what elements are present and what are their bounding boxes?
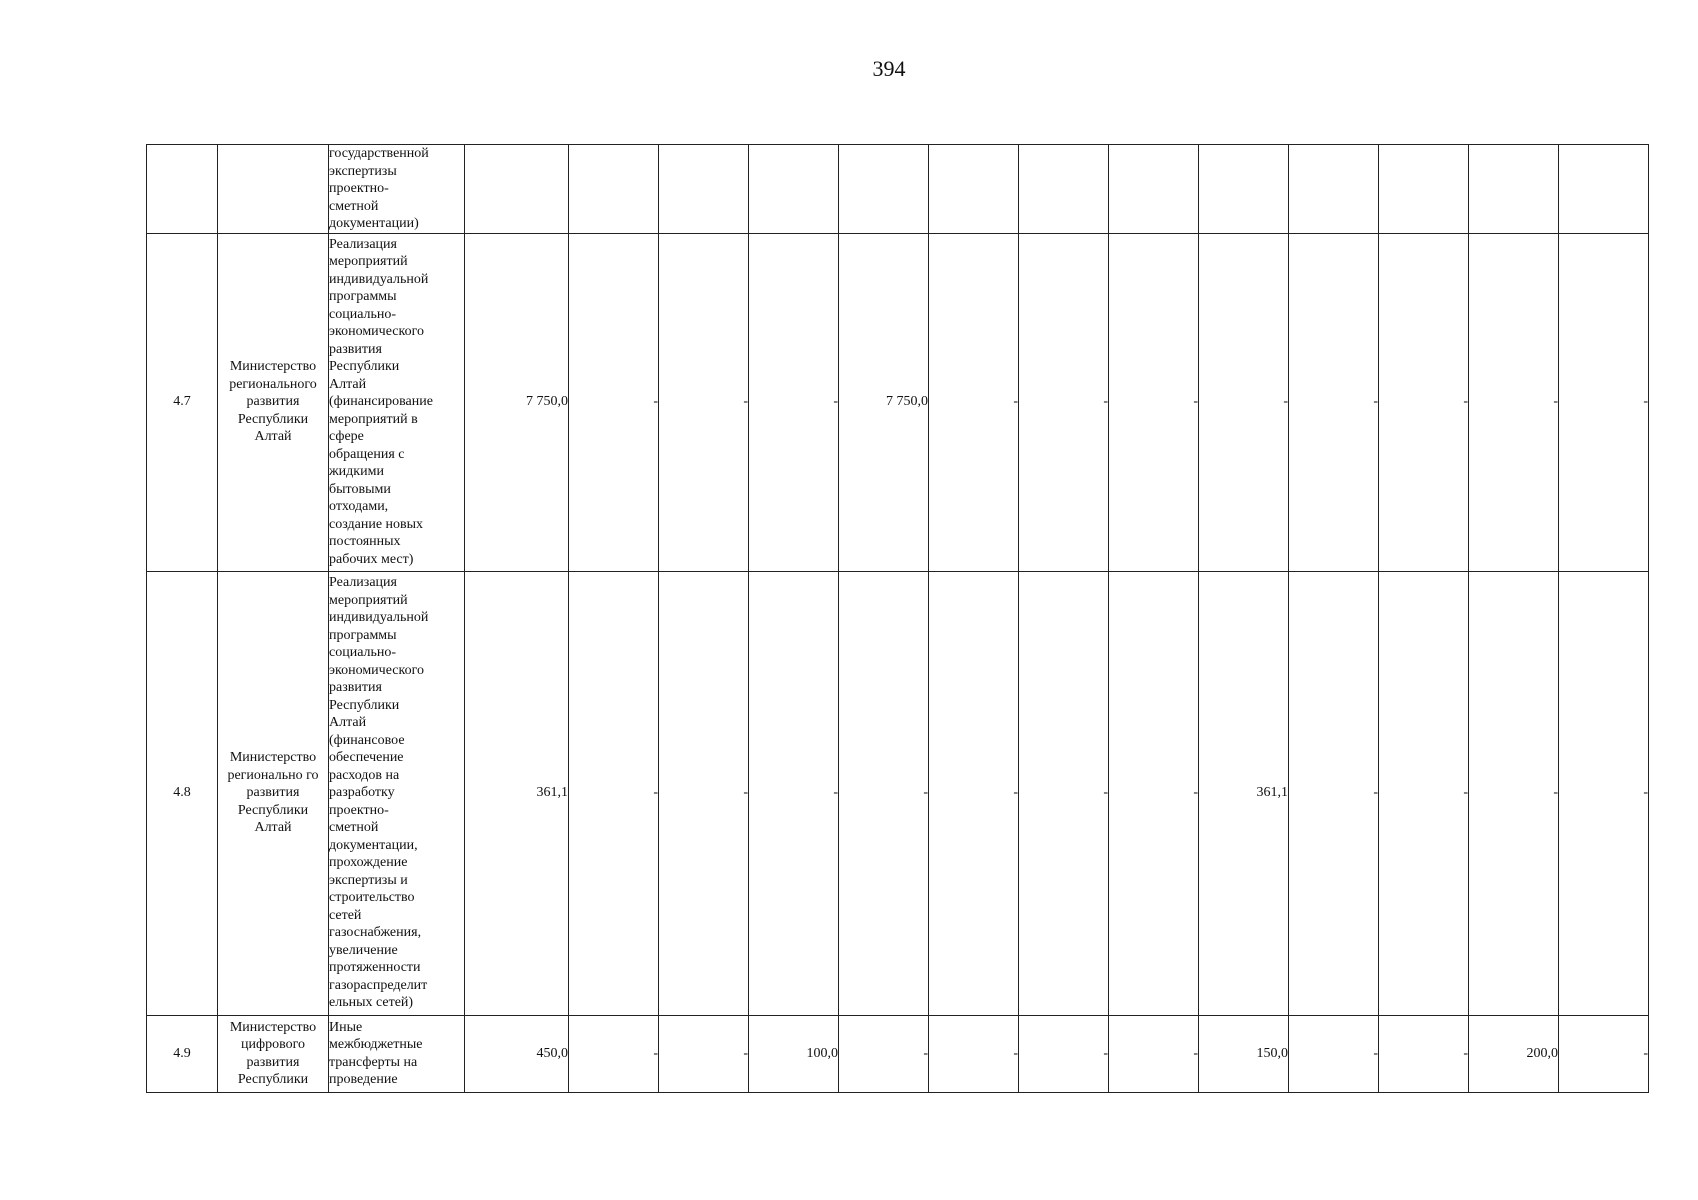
value-cell: -	[1109, 233, 1199, 571]
value-cell	[1109, 145, 1199, 234]
row-number: 4.9	[147, 1015, 218, 1092]
responsible-organization: Министерство регионального развития Республики Алтай	[218, 233, 329, 571]
row-number	[147, 145, 218, 234]
value-cell: -	[929, 233, 1019, 571]
value-cell: 7 750,0	[839, 233, 929, 571]
value-cell: 100,0	[749, 1015, 839, 1092]
value-cell	[1019, 145, 1109, 234]
value-cell: -	[1559, 571, 1649, 1015]
value-cell: 7 750,0	[465, 233, 569, 571]
value-cell	[1559, 145, 1649, 234]
value-cell: -	[1289, 233, 1379, 571]
value-cell: -	[1019, 1015, 1109, 1092]
value-cell: -	[1109, 1015, 1199, 1092]
value-cell: -	[929, 1015, 1019, 1092]
responsible-organization: Министерство цифрового развития Республики	[218, 1015, 329, 1092]
activity-description-text: государственной экспертизы проектно- сметной документации)	[329, 146, 429, 231]
value-cell: -	[1379, 1015, 1469, 1092]
activity-description	[329, 145, 465, 234]
activity-description-text: Иные межбюджетные трансферты на проведение	[329, 1019, 423, 1087]
value-cell	[929, 145, 1019, 234]
row-number: 4.8	[147, 571, 218, 1015]
activity-description	[329, 571, 465, 1015]
activity-description	[329, 1015, 465, 1092]
activity-description-text: Реализация мероприятий индивидуальной программы социально- экономического развития Республики Алтай (финансирование мероприятий в сфере обращения с жидкими бытовыми отходами, создание новых постоянных рабочих мест)	[329, 236, 433, 567]
value-cell: 361,1	[465, 571, 569, 1015]
value-cell: 200,0	[1469, 1015, 1559, 1092]
value-cell	[1289, 145, 1379, 234]
value-cell: -	[1289, 571, 1379, 1015]
responsible-organization	[218, 145, 329, 234]
value-cell: -	[1559, 1015, 1649, 1092]
value-cell: -	[1199, 233, 1289, 571]
value-cell: -	[839, 571, 929, 1015]
value-cell: 450,0	[465, 1015, 569, 1092]
activity-description	[329, 233, 465, 571]
value-cell	[749, 145, 839, 234]
value-cell: -	[749, 233, 839, 571]
value-cell	[839, 145, 929, 234]
value-cell: -	[659, 233, 749, 571]
value-cell: -	[1109, 571, 1199, 1015]
value-cell: -	[569, 571, 659, 1015]
value-cell	[1199, 145, 1289, 234]
value-cell: 150,0	[1199, 1015, 1289, 1092]
value-cell	[1379, 145, 1469, 234]
budget-table	[146, 144, 1649, 1093]
value-cell: -	[1469, 571, 1559, 1015]
value-cell: -	[569, 1015, 659, 1092]
value-cell: -	[749, 571, 839, 1015]
value-cell	[659, 145, 749, 234]
value-cell	[569, 145, 659, 234]
table-row	[147, 145, 1649, 234]
value-cell: -	[569, 233, 659, 571]
value-cell: -	[659, 571, 749, 1015]
value-cell	[465, 145, 569, 234]
table-row	[147, 233, 1649, 571]
value-cell: -	[659, 1015, 749, 1092]
value-cell: -	[1379, 233, 1469, 571]
value-cell: -	[1019, 233, 1109, 571]
value-cell: -	[929, 571, 1019, 1015]
value-cell: -	[1289, 1015, 1379, 1092]
value-cell: -	[839, 1015, 929, 1092]
responsible-organization: Министерство регионально го развития Республики Алтай	[218, 571, 329, 1015]
activity-description-text: Реализация мероприятий индивидуальной программы социально- экономического развития Республики Алтай (финансовое обеспечение расходов на разработку проектно- сметной документации, прохождение экспертизы и строительство сетей газоснабжения, увеличение протяженности газораспределит ельных сетей)	[329, 575, 429, 1011]
page-number: 394	[872, 56, 906, 81]
value-cell: -	[1019, 571, 1109, 1015]
value-cell: 361,1	[1199, 571, 1289, 1015]
value-cell	[1469, 145, 1559, 234]
row-number: 4.7	[147, 233, 218, 571]
table-row	[147, 571, 1649, 1015]
value-cell: -	[1559, 233, 1649, 571]
value-cell: -	[1469, 233, 1559, 571]
table-row	[147, 1015, 1649, 1092]
value-cell: -	[1379, 571, 1469, 1015]
